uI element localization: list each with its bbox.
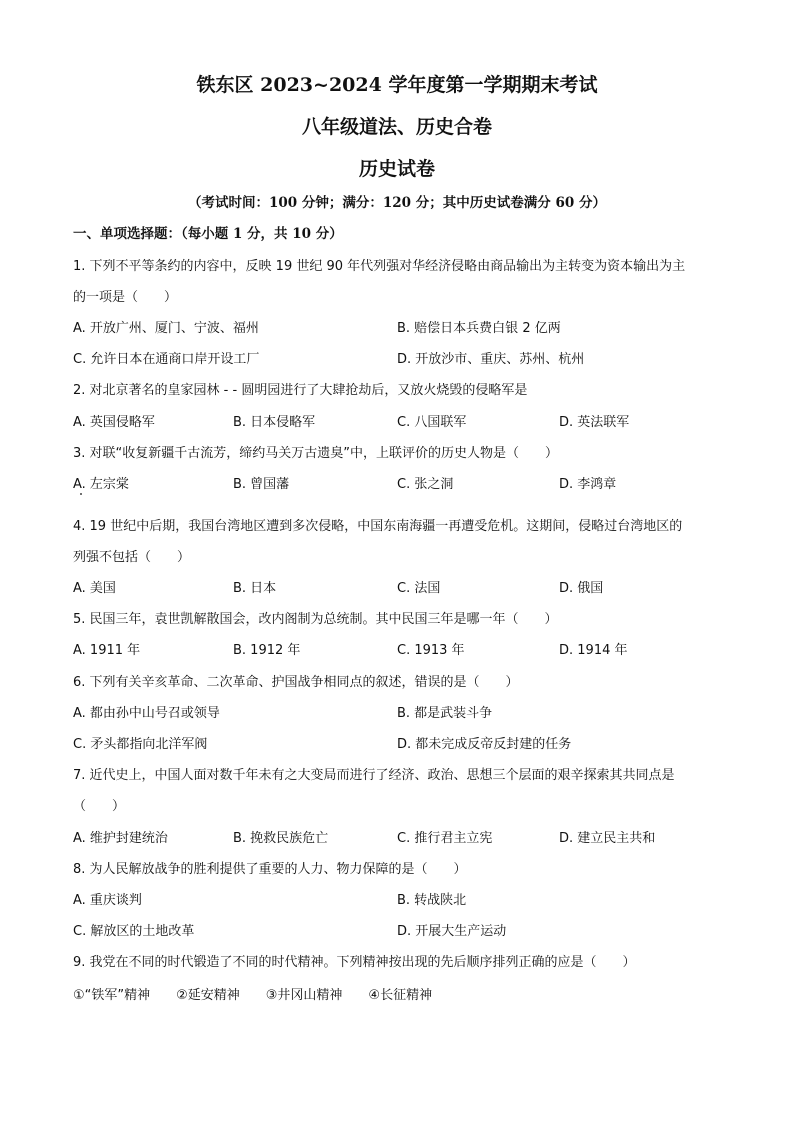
question-5-option-a: A. 1911 年 — [73, 643, 141, 658]
question-5-option-c: C. 1913 年 — [397, 643, 465, 658]
question-3-option-b: B. 曾国藩 — [233, 477, 290, 492]
question-8-stem: 8. 为人民解放战争的胜利提供了重要的人力、物力保障的是（ ） — [73, 862, 467, 877]
question-4-option-c: C. 法国 — [397, 581, 441, 596]
question-4-option-a: A. 美国 — [73, 581, 116, 596]
question-8-option-c: C. 解放区的土地改革 — [73, 924, 195, 939]
question-8-option-a: A. 重庆谈判 — [73, 893, 142, 908]
question-5-option-d: D. 1914 年 — [559, 643, 628, 658]
question-1-stem-line2: 的一项是（ ） — [73, 290, 178, 305]
question-3-stem: 3. 对联“收复新疆千古流芳，缔约马关万古遗臭”中，上联评价的历史人物是（ ） — [73, 446, 559, 461]
exam-note: （考试时间：100 分钟；满分：120 分；其中历史试卷满分 60 分） — [188, 195, 606, 211]
question-1-option-a: A. 开放广州、厦门、宁波、福州 — [73, 321, 259, 336]
question-4-option-d: D. 俄国 — [559, 581, 604, 596]
question-7-option-c: C. 推行君主立宪 — [397, 831, 493, 846]
question-6-option-a: A. 都由孙中山号召或领导 — [73, 706, 220, 721]
question-6-option-b: B. 都是武装斗争 — [397, 706, 493, 721]
stray-dot-mark — [80, 493, 82, 495]
question-1-stem-line1: 1. 下列不平等条约的内容中，反映 19 世纪 90 年代列强对华经济侵略由商品输出为主转变为资本输出为主 — [73, 259, 686, 274]
question-2-option-b: B. 日本侵略军 — [233, 415, 316, 430]
question-8-option-b: B. 转战陕北 — [397, 893, 467, 908]
question-7-stem-line2: （ ） — [73, 799, 126, 814]
question-2-option-d: D. 英法联军 — [559, 415, 630, 430]
exam-title: 铁东区 2023~2024 学年度第一学期期末考试 — [196, 74, 598, 96]
question-5-option-b: B. 1912 年 — [233, 643, 301, 658]
section-heading: 一、单项选择题：（每小题 1 分，共 10 分） — [73, 226, 343, 242]
question-6-option-c: C. 矛头都指向北洋军阀 — [73, 737, 208, 752]
question-1-option-c: C. 允许日本在通商口岸开设工厂 — [73, 352, 260, 367]
question-9-stem: 9. 我党在不同的时代锻造了不同的时代精神。下列精神按出现的先后顺序排列正确的应是（ ） — [73, 955, 636, 970]
exam-subtitle: 八年级道法、历史合卷 — [301, 116, 492, 138]
question-1-option-d: D. 开放沙市、重庆、苏州、杭州 — [397, 352, 585, 367]
question-9-items: ①“铁军”精神 ②延安精神 ③井冈山精神 ④长征精神 — [73, 988, 433, 1003]
question-4-stem-line1: 4. 19 世纪中后期，我国台湾地区遭到多次侵略，中国东南海疆一再遭受危机。这期间，侵略过台湾地区的 — [73, 519, 683, 534]
question-6-option-d: D. 都未完成反帝反封建的任务 — [397, 737, 572, 752]
question-3-option-c: C. 张之洞 — [397, 477, 454, 492]
question-4-option-b: B. 日本 — [233, 581, 277, 596]
paper-title: 历史试卷 — [358, 158, 435, 180]
question-3-option-a: A. 左宗棠 — [73, 477, 129, 492]
question-7-option-b: B. 挽救民族危亡 — [233, 831, 329, 846]
question-6-stem: 6. 下列有关辛亥革命、二次革命、护国战争相同点的叙述，错误的是（ ） — [73, 675, 519, 690]
question-7-option-a: A. 维护封建统治 — [73, 831, 168, 846]
question-1-option-b: B. 赔偿日本兵费白银 2 亿两 — [397, 321, 561, 336]
question-5-stem: 5. 民国三年，袁世凯解散国会，改内阁制为总统制。其中民国三年是哪一年（ ） — [73, 612, 558, 627]
question-3-option-d: D. 李鸿章 — [559, 477, 617, 492]
question-4-stem-line2: 列强不包括（ ） — [73, 550, 191, 565]
question-2-option-a: A. 英国侵略军 — [73, 415, 155, 430]
question-8-option-d: D. 开展大生产运动 — [397, 924, 507, 939]
question-7-option-d: D. 建立民主共和 — [559, 831, 656, 846]
question-2-option-c: C. 八国联军 — [397, 415, 467, 430]
question-7-stem-line1: 7. 近代史上，中国人面对数千年未有之大变局而进行了经济、政治、思想三个层面的艰辛探索其共同点是 — [73, 768, 675, 783]
question-2-stem: 2. 对北京著名的皇家园林 - - 圆明园进行了大肆抢劫后，又放火烧毁的侵略军是 — [73, 383, 528, 398]
